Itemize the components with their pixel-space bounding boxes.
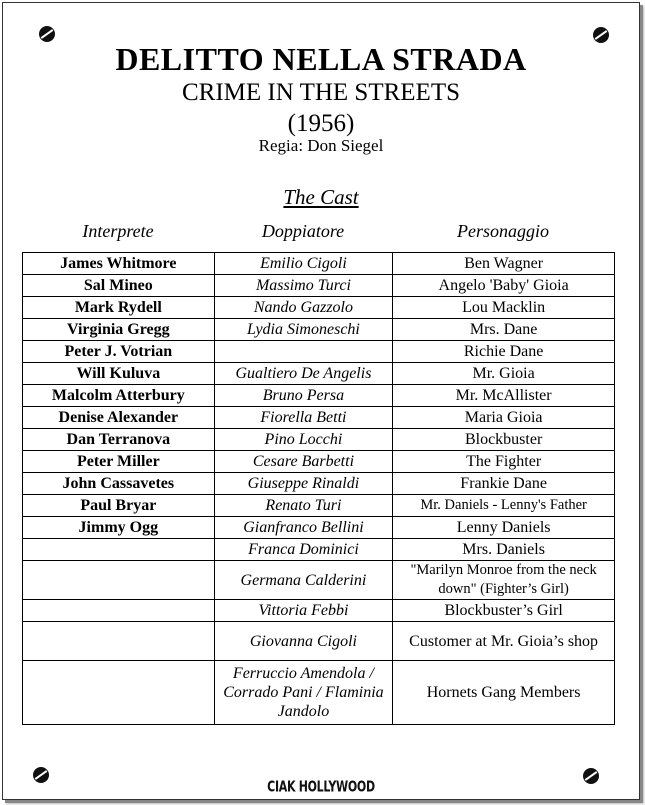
dubber-cell: Lydia Simoneschi	[214, 319, 393, 341]
table-row	[23, 622, 615, 661]
actor-cell	[23, 600, 215, 622]
actor-cell: Paul Bryar	[23, 495, 215, 517]
table-row	[23, 517, 615, 539]
actor-cell: John Cassavetes	[23, 473, 215, 495]
actor-cell: Mark Rydell	[23, 297, 215, 319]
table-row	[23, 429, 615, 451]
table-row	[23, 407, 615, 429]
table-row	[23, 495, 615, 517]
actor-cell	[23, 661, 215, 725]
table-row	[23, 561, 615, 600]
table-row	[23, 253, 615, 275]
role-cell: Mr. Gioia	[393, 363, 615, 385]
actor-cell: Will Kuluva	[23, 363, 215, 385]
cast-table	[22, 252, 615, 725]
screw-icon	[583, 768, 599, 784]
role-cell: Angelo 'Baby' Gioia	[393, 275, 615, 297]
role-cell: Blockbuster	[393, 429, 615, 451]
role-cell: Hornets Gang Members	[393, 661, 615, 725]
table-row	[23, 385, 615, 407]
actor-cell: Jimmy Ogg	[23, 517, 215, 539]
dubber-cell: Ferruccio Amendola / Corrado Pani / Flaminia Jandolo	[214, 661, 393, 725]
table-row	[23, 319, 615, 341]
table-row	[23, 297, 615, 319]
role-cell: "Marilyn Monroe from the neck down" (Fighter’s Girl)	[393, 561, 615, 600]
cast-plaque	[2, 2, 640, 800]
dubber-cell: Giuseppe Rinaldi	[214, 473, 393, 495]
dubber-cell: Gianfranco Bellini	[214, 517, 393, 539]
dubber-cell: Massimo Turci	[214, 275, 393, 297]
dubber-cell: Nando Gazzolo	[214, 297, 393, 319]
actor-cell: Peter J. Votrian	[23, 341, 215, 363]
role-cell: Mrs. Dane	[393, 319, 615, 341]
dubber-cell: Gualtiero De Angelis	[214, 363, 393, 385]
actor-cell: Peter Miller	[23, 451, 215, 473]
role-cell: The Fighter	[393, 451, 615, 473]
screw-icon	[33, 767, 49, 783]
dubber-cell: Giovanna Cigoli	[214, 622, 393, 661]
role-cell: Ben Wagner	[393, 253, 615, 275]
role-cell: Maria Gioia	[393, 407, 615, 429]
actor-cell	[23, 622, 215, 661]
role-cell: Mr. McAllister	[393, 385, 615, 407]
cast-heading: The Cast	[283, 185, 359, 209]
role-cell: Frankie Dane	[393, 473, 615, 495]
screw-icon	[39, 26, 55, 42]
actor-cell: Dan Terranova	[23, 429, 215, 451]
original-title: CRIME IN THE STREETS	[181, 79, 460, 106]
dubber-cell: Franca Dominici	[214, 539, 393, 561]
table-row	[23, 473, 615, 495]
column-header-role: Personaggio	[457, 221, 549, 241]
actor-cell	[23, 539, 215, 561]
actor-cell: Malcolm Atterbury	[23, 385, 215, 407]
role-cell: Mrs. Daniels	[393, 539, 615, 561]
dubber-cell	[214, 341, 393, 363]
actor-cell: Sal Mineo	[23, 275, 215, 297]
actor-cell: James Whitmore	[23, 253, 215, 275]
dubber-cell: Cesare Barbetti	[214, 451, 393, 473]
dubber-cell: Renato Turi	[214, 495, 393, 517]
role-cell: Lou Macklin	[393, 297, 615, 319]
role-cell: Lenny Daniels	[393, 517, 615, 539]
ciak-hollywood-logo: CIAK HOLLYWOOD	[267, 777, 375, 796]
dubber-cell: Emilio Cigoli	[214, 253, 393, 275]
column-header-dubber: Doppiatore	[261, 221, 345, 241]
actor-cell: Virginia Gregg	[23, 319, 215, 341]
actor-cell: Denise Alexander	[23, 407, 215, 429]
table-row	[23, 275, 615, 297]
release-year: (1956)	[287, 110, 355, 137]
role-cell: Mr. Daniels - Lenny's Father	[393, 495, 615, 517]
table-row	[23, 341, 615, 363]
role-cell: Customer at Mr. Gioia’s shop	[393, 622, 615, 661]
role-cell: Blockbuster’s Girl	[393, 600, 615, 622]
table-row	[23, 600, 615, 622]
dubber-cell: Germana Calderini	[214, 561, 393, 600]
dubber-cell: Pino Locchi	[214, 429, 393, 451]
dubber-cell: Vittoria Febbi	[214, 600, 393, 622]
table-row	[23, 363, 615, 385]
table-row	[23, 539, 615, 561]
page-title: DELITTO NELLA STRADA	[115, 41, 527, 77]
dubber-cell: Fiorella Betti	[214, 407, 393, 429]
director-credit: Regia: Don Siegel	[258, 136, 384, 155]
dubber-cell: Bruno Persa	[214, 385, 393, 407]
table-row	[23, 451, 615, 473]
column-header-actor: Interprete	[82, 221, 154, 241]
actor-cell	[23, 561, 215, 600]
role-cell: Richie Dane	[393, 341, 615, 363]
table-row	[23, 661, 615, 725]
